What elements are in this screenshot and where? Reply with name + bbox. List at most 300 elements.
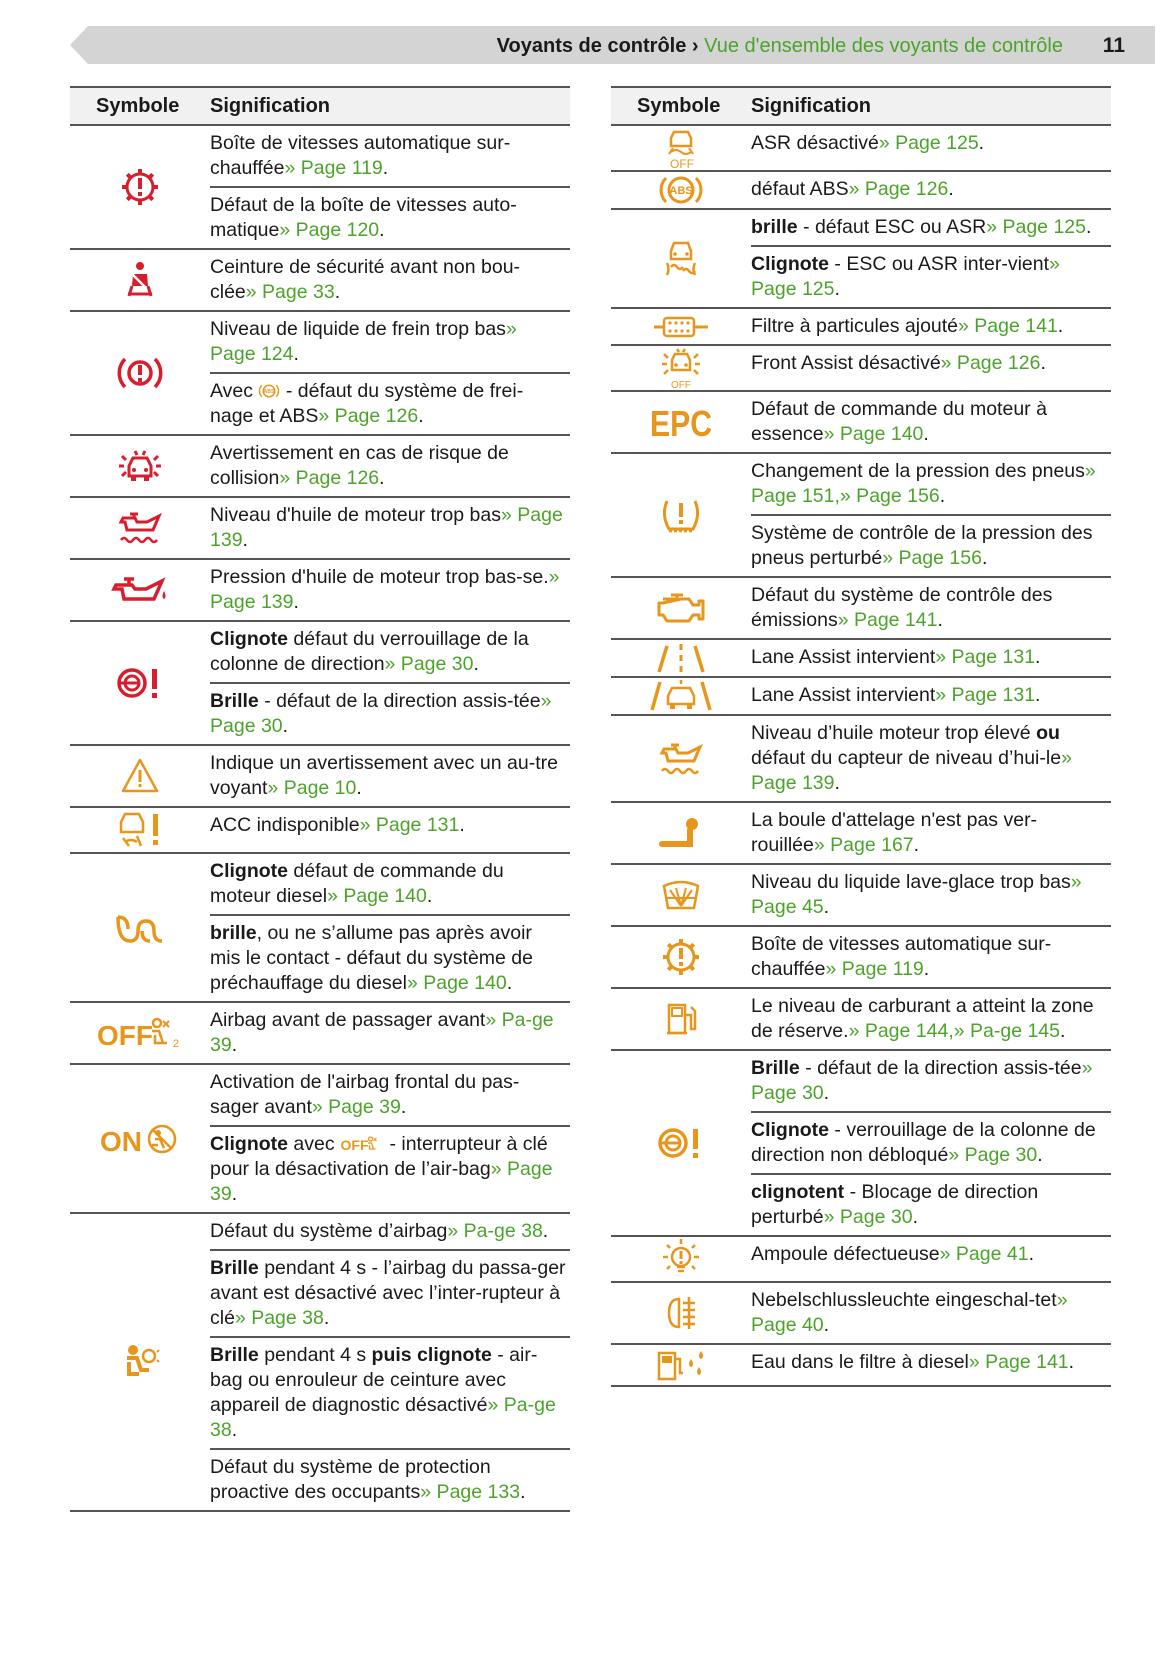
page-link[interactable]: » Pa-ge 39 xyxy=(210,1009,554,1056)
tire-pressure-icon xyxy=(611,454,751,576)
meaning-text xyxy=(210,808,570,843)
page-link[interactable]: » Page 126 xyxy=(318,405,419,427)
table-row xyxy=(611,803,1111,865)
text: Le niveau de carburant a atteint la zone de réserve. xyxy=(751,995,1094,1042)
table-row xyxy=(611,346,1111,392)
front-assist-off-icon xyxy=(611,346,751,390)
meaning-column-header: Signification xyxy=(210,94,330,117)
meaning-text xyxy=(210,1214,570,1249)
engine-icon xyxy=(611,578,751,638)
meaning-cell xyxy=(751,1283,1111,1343)
page-link[interactable]: » Page 133 xyxy=(420,1481,521,1503)
table-row xyxy=(70,622,570,746)
page-link[interactable]: » Page 10 xyxy=(267,777,357,799)
punctuation: . xyxy=(981,547,988,569)
page-link[interactable]: » Page 131 xyxy=(935,646,1036,668)
text: Niveau d'huile de moteur trop bas xyxy=(210,504,501,526)
punctuation: . xyxy=(426,885,433,907)
meaning-text xyxy=(210,682,570,744)
meaning-text xyxy=(751,514,1111,576)
abs-inline-icon xyxy=(258,382,280,400)
punctuation: . xyxy=(231,1034,238,1056)
meaning-text xyxy=(210,854,570,914)
text: Front Assist désactivé xyxy=(751,352,941,374)
text: - défaut de la direction assis-tée xyxy=(799,1057,1082,1079)
table-row xyxy=(611,1237,1111,1283)
punctuation: . xyxy=(379,219,385,241)
punctuation: . xyxy=(231,1419,238,1441)
meaning-text xyxy=(751,1283,1111,1343)
meaning-cell xyxy=(751,716,1111,801)
punctuation: . xyxy=(834,278,840,300)
punctuation: . xyxy=(948,178,954,200)
table-row xyxy=(70,250,570,312)
meaning-text xyxy=(210,126,570,186)
table-row xyxy=(611,309,1111,346)
meaning-cell xyxy=(210,312,570,434)
emphasis: Clignote xyxy=(751,253,829,275)
emphasis: Clignote xyxy=(210,1133,288,1155)
meaning-cell xyxy=(751,392,1111,452)
text: Lane Assist intervient xyxy=(751,646,936,668)
meaning-cell xyxy=(751,640,1111,676)
table-row xyxy=(70,1003,570,1065)
bulb-failure-icon xyxy=(611,1237,751,1281)
particle-filter-icon xyxy=(611,309,751,344)
table-row xyxy=(611,578,1111,640)
meaning-text xyxy=(210,914,570,1001)
page-link[interactable]: » Pa-ge 145 xyxy=(953,1020,1061,1042)
airbag-on-icon xyxy=(70,1065,210,1212)
text: défaut ABS xyxy=(751,178,849,200)
table-row xyxy=(611,640,1111,678)
meaning-text xyxy=(210,250,570,310)
meaning-cell xyxy=(210,808,570,852)
meaning-text xyxy=(210,312,570,372)
text: Ampoule défectueuse xyxy=(751,1243,940,1265)
text: - défaut de la direction assis-tée xyxy=(258,690,541,712)
punctuation: . xyxy=(282,715,289,737)
page-link[interactable]: » Page 119 xyxy=(825,958,924,980)
steering-lock-icon xyxy=(70,622,210,744)
punctuation: . xyxy=(823,1314,830,1336)
emphasis: puis clignote xyxy=(371,1344,492,1366)
acc-unavailable-icon xyxy=(70,808,210,852)
meaning-text xyxy=(210,436,570,496)
punctuation: . xyxy=(1037,1144,1043,1166)
punctuation: . xyxy=(293,343,299,365)
page-link[interactable]: » Page 125 xyxy=(751,253,1060,300)
meaning-text xyxy=(210,746,570,806)
punctuation: . xyxy=(834,772,840,794)
punctuation: . xyxy=(823,896,830,918)
meaning-cell xyxy=(210,1065,570,1212)
meaning-cell xyxy=(210,436,570,496)
epc-icon xyxy=(611,392,751,452)
page-link[interactable]: » Page 120 xyxy=(279,219,380,241)
text: Airbag avant de passager avant xyxy=(210,1009,486,1031)
meaning-text xyxy=(751,210,1111,245)
text: Niveau de liquide de frein trop bas xyxy=(210,318,506,340)
page-link[interactable]: » Page 144, xyxy=(848,1020,954,1042)
glow-plug-icon xyxy=(70,854,210,1001)
table-row xyxy=(611,172,1111,210)
page-link[interactable]: » Page 151, xyxy=(751,460,1096,507)
header-breadcrumb xyxy=(497,35,1063,58)
page-link[interactable]: » Page 140 xyxy=(823,423,924,445)
page-link[interactable]: » Page 167 xyxy=(813,834,914,856)
meaning-cell xyxy=(751,578,1111,638)
meaning-cell xyxy=(751,927,1111,987)
meaning-text xyxy=(210,1003,570,1063)
meaning-cell xyxy=(210,1214,570,1510)
page-link[interactable]: » Page 156 xyxy=(882,547,982,569)
meaning-text xyxy=(210,622,570,682)
text: pendant 4 s - l’airbag du passa-ger avant est désactivé avec l’inter-rupteur à clé xyxy=(210,1257,566,1329)
emphasis: brille xyxy=(210,922,257,944)
punctuation: . xyxy=(506,972,513,994)
meaning-cell xyxy=(751,803,1111,863)
punctuation: . xyxy=(1085,216,1092,238)
table-row xyxy=(611,210,1111,309)
meaning-text xyxy=(751,309,1111,344)
page-link[interactable]: » Page 39 xyxy=(210,1158,553,1205)
punctuation: . xyxy=(912,1206,918,1228)
text: - air-bag ou enrouleur de ceinture avec appareil de diagnostic désactivé xyxy=(210,1344,538,1416)
meaning-text xyxy=(210,372,570,434)
meaning-cell xyxy=(210,854,570,1001)
seatbelt-icon xyxy=(70,250,210,310)
svg-text:OFF: OFF xyxy=(671,380,691,391)
meaning-text xyxy=(210,1249,570,1336)
emphasis: Brille xyxy=(210,1344,259,1366)
meaning-cell xyxy=(210,126,570,248)
table-row xyxy=(70,436,570,498)
svg-text:OFF: OFF xyxy=(340,1137,369,1153)
abs-icon xyxy=(611,172,751,208)
page-link[interactable]: » Pa-ge 38 xyxy=(447,1220,543,1242)
text: Niveau d’huile moteur trop élevé xyxy=(751,722,1037,744)
meaning-text xyxy=(751,716,1111,801)
symbol-column-header: Symbole xyxy=(96,94,180,117)
meaning-text xyxy=(751,172,1111,207)
text: ASR désactivé xyxy=(751,132,879,154)
meaning-cell xyxy=(210,622,570,744)
table-row xyxy=(70,126,570,250)
svg-text:ABS: ABS xyxy=(669,185,693,197)
punctuation: . xyxy=(242,529,248,551)
table-row xyxy=(611,1345,1111,1387)
punctuation: . xyxy=(382,157,389,179)
page-link[interactable]: » Page 125 xyxy=(986,216,1086,238)
text: Niveau du liquide lave-glace trop bas xyxy=(751,871,1071,893)
table-header xyxy=(70,86,570,126)
emphasis: Brille xyxy=(210,1257,259,1279)
meaning-text xyxy=(751,578,1111,638)
emphasis: Brille xyxy=(210,690,259,712)
text: Indique un avertissement avec un au-tre voyant xyxy=(210,752,558,799)
symbol-column-header: Symbole xyxy=(637,94,721,117)
punctuation: . xyxy=(400,1096,407,1118)
meaning-text xyxy=(751,678,1111,713)
punctuation: . xyxy=(323,1307,330,1329)
punctuation: . xyxy=(459,814,465,836)
oil-level-icon xyxy=(70,498,210,558)
table-row xyxy=(70,746,570,808)
collision-warning-icon xyxy=(70,436,210,496)
meaning-cell xyxy=(751,126,1111,170)
emphasis: Clignote xyxy=(210,628,288,650)
tow-hitch-icon xyxy=(611,803,751,863)
table-row xyxy=(70,1214,570,1512)
text: - défaut ESC ou ASR xyxy=(797,216,987,238)
meaning-text xyxy=(751,1237,1111,1272)
airbag-off-icon xyxy=(70,1003,210,1063)
header-separator: › xyxy=(691,35,699,57)
table-row xyxy=(611,1283,1111,1345)
svg-text:EPC: EPC xyxy=(650,403,712,444)
text: avec xyxy=(288,1133,335,1155)
punctuation: . xyxy=(913,834,920,856)
page-link[interactable]: » Page 30 xyxy=(210,690,552,737)
text: défaut de commande du moteur diesel xyxy=(210,860,504,907)
punctuation: . xyxy=(939,485,946,507)
page-link[interactable]: » Page 126 xyxy=(940,352,1041,374)
washer-fluid-icon xyxy=(611,865,751,925)
page-link[interactable]: » Page 119 xyxy=(284,157,383,179)
brake-warning-icon xyxy=(70,312,210,434)
page-link[interactable]: » Page 124 xyxy=(210,318,517,365)
svg-text:ON: ON xyxy=(100,1125,142,1157)
punctuation: . xyxy=(418,405,424,427)
meaning-text xyxy=(210,1065,570,1125)
table-row xyxy=(611,126,1111,172)
punctuation: . xyxy=(356,777,362,799)
punctuation: . xyxy=(823,1082,830,1104)
meaning-cell xyxy=(751,346,1111,390)
airbag-off-inline-icon xyxy=(340,1135,384,1153)
punctuation: . xyxy=(1035,684,1041,706)
page-link[interactable]: » Page 126 xyxy=(848,178,949,200)
meaning-cell xyxy=(751,309,1111,344)
punctuation: . xyxy=(1040,352,1046,374)
punctuation: . xyxy=(1060,1020,1066,1042)
meaning-cell xyxy=(751,678,1111,714)
svg-text:2: 2 xyxy=(173,1038,180,1050)
rear-fog-icon xyxy=(611,1283,751,1343)
meaning-cell xyxy=(210,746,570,806)
page-link[interactable]: » Page 41 xyxy=(939,1243,1029,1265)
page-link[interactable]: » Page 30 xyxy=(384,653,474,675)
page-link[interactable]: » Page 141 xyxy=(968,1351,1069,1373)
punctuation: . xyxy=(923,423,929,445)
left-table xyxy=(70,86,570,1512)
table-row xyxy=(70,560,570,622)
meaning-text xyxy=(751,865,1111,925)
page-link[interactable]: » Page 139 xyxy=(210,504,563,551)
page-link[interactable]: » Page 45 xyxy=(751,871,1082,918)
table-row xyxy=(70,1065,570,1214)
meaning-text xyxy=(210,1125,570,1212)
meaning-text xyxy=(751,126,1111,161)
table-row xyxy=(611,716,1111,803)
meaning-text xyxy=(210,186,570,248)
page-link[interactable]: » Page 125 xyxy=(878,132,979,154)
page-link[interactable]: » Page 40 xyxy=(751,1289,1068,1336)
water-in-diesel-icon xyxy=(611,1345,751,1385)
meaning-text xyxy=(751,927,1111,987)
page-link[interactable]: » Page 30 xyxy=(823,1206,913,1228)
text: - ESC ou ASR inter-vient xyxy=(829,253,1050,275)
svg-text:OFF: OFF xyxy=(670,157,694,171)
page-link[interactable]: » Page 30 xyxy=(948,1144,1038,1166)
text: Défaut du système de contrôle des émissions xyxy=(751,584,1053,631)
text: Défaut du système de protection proactive des occupants xyxy=(210,1456,491,1503)
table-header xyxy=(611,86,1111,126)
table-row xyxy=(70,498,570,560)
page-link[interactable]: » Page 131 xyxy=(359,814,460,836)
text: pendant 4 s xyxy=(258,1344,372,1366)
text: Ceinture de sécurité avant non bou-clée xyxy=(210,256,521,303)
meaning-text xyxy=(751,346,1111,381)
meaning-cell xyxy=(751,1051,1111,1235)
table-row xyxy=(611,392,1111,454)
punctuation: . xyxy=(231,1183,238,1205)
text: Pression d'huile de moteur trop bas-se. xyxy=(210,566,549,588)
meaning-text xyxy=(210,498,570,558)
table-row xyxy=(611,1051,1111,1237)
table-row xyxy=(611,927,1111,989)
page-link[interactable]: » Page 139 xyxy=(210,566,560,613)
table-row xyxy=(70,854,570,1003)
gearbox-warning-icon xyxy=(70,126,210,248)
meaning-text xyxy=(210,1336,570,1448)
punctuation: . xyxy=(520,1481,526,1503)
page-link[interactable]: » Pa-ge 38 xyxy=(210,1394,556,1441)
page-link[interactable]: » Page 39 xyxy=(311,1096,401,1118)
punctuation: . xyxy=(937,609,943,631)
meaning-text xyxy=(751,454,1111,514)
svg-text:OFF: OFF xyxy=(97,1020,153,1051)
table-row xyxy=(611,454,1111,578)
header-title: Voyants de contrôle xyxy=(496,35,687,57)
text: La boule d'attelage n'est pas ver-rouillée xyxy=(751,809,1038,856)
punctuation: . xyxy=(978,132,985,154)
meaning-cell xyxy=(210,1003,570,1063)
text: défaut du verrouillage de la colonne de direction xyxy=(210,628,529,675)
text: Activation de l'airbag frontal du pas-sager avant xyxy=(210,1071,520,1118)
text: Avec xyxy=(210,380,253,402)
emphasis: Clignote xyxy=(751,1119,829,1141)
airbag-system-icon xyxy=(70,1214,210,1510)
meaning-cell xyxy=(751,1237,1111,1281)
page-link[interactable]: » Page 30 xyxy=(751,1057,1093,1104)
asr-off-icon xyxy=(611,126,751,170)
punctuation: . xyxy=(1035,646,1041,668)
text: Filtre à particules ajouté xyxy=(751,315,959,337)
page-number: 11 xyxy=(1102,34,1125,57)
page-link[interactable]: » Page 38 xyxy=(234,1307,324,1329)
general-warning-icon xyxy=(70,746,210,806)
page-link[interactable]: » Page 141 xyxy=(837,609,938,631)
meaning-cell xyxy=(751,1345,1111,1385)
meaning-text xyxy=(751,392,1111,452)
text: Boîte de vitesses automatique sur-chauffée xyxy=(210,132,511,179)
table-row xyxy=(70,808,570,854)
table-row xyxy=(611,989,1111,1051)
header-subtitle[interactable]: Vue d'ensemble des voyants de contrôle xyxy=(704,35,1063,57)
text: , ou ne s’allume pas après avoir mis le contact - défaut du système de préchauffage du diesel xyxy=(210,922,533,994)
text: défaut du capteur de niveau d’hui-le xyxy=(751,747,1062,769)
meaning-text xyxy=(210,1448,570,1510)
emphasis: brille xyxy=(751,216,798,238)
emphasis: clignotent xyxy=(751,1181,845,1203)
punctuation: . xyxy=(923,958,930,980)
steering-lock-orange-icon xyxy=(611,1051,751,1235)
gearbox-overheat-icon xyxy=(611,927,751,987)
oil-level-high-icon xyxy=(611,716,751,801)
lane-assist-icon xyxy=(611,640,751,676)
meaning-text xyxy=(751,245,1111,307)
text: Eau dans le filtre à diesel xyxy=(751,1351,969,1373)
table-row xyxy=(611,678,1111,716)
text: Avertissement en cas de risque de collision xyxy=(210,442,509,489)
punctuation: . xyxy=(1068,1351,1075,1373)
page-link[interactable]: » Page 141 xyxy=(958,315,1058,337)
meaning-text xyxy=(751,1111,1111,1173)
meaning-column-header: Signification xyxy=(751,94,871,117)
page-link[interactable]: » Page 156 xyxy=(839,485,940,507)
meaning-cell xyxy=(210,498,570,558)
fuel-reserve-icon xyxy=(611,989,751,1049)
text: Système de contrôle de la pression des pneus perturbé xyxy=(751,522,1093,569)
text: ACC indisponible xyxy=(210,814,360,836)
meaning-text xyxy=(210,560,570,620)
text: - défaut du système de frei-nage et ABS xyxy=(210,380,524,427)
right-table xyxy=(611,86,1111,1387)
page-link[interactable]: » Page 131 xyxy=(935,684,1036,706)
table-row xyxy=(611,865,1111,927)
meaning-cell xyxy=(210,250,570,310)
page-link[interactable]: » Page 140 xyxy=(406,972,507,994)
meaning-cell xyxy=(751,989,1111,1049)
meaning-text xyxy=(751,989,1111,1049)
esc-icon xyxy=(611,210,751,307)
page-link[interactable]: » Page 33 xyxy=(245,281,335,303)
text: Défaut du système d’airbag xyxy=(210,1220,448,1242)
page-link[interactable]: » Page 140 xyxy=(327,885,427,907)
page-link[interactable]: » Page 126 xyxy=(279,467,380,489)
meaning-cell xyxy=(751,454,1111,576)
punctuation: . xyxy=(379,467,385,489)
meaning-cell xyxy=(751,210,1111,307)
meaning-cell xyxy=(210,560,570,620)
page-link[interactable]: » Page 139 xyxy=(751,747,1072,794)
punctuation: . xyxy=(334,281,341,303)
punctuation: . xyxy=(293,591,299,613)
table-row xyxy=(70,312,570,436)
meaning-cell xyxy=(751,172,1111,208)
meaning-text xyxy=(751,803,1111,863)
text: Défaut de la boîte de vitesses auto-matique xyxy=(210,194,517,241)
oil-pressure-icon xyxy=(70,560,210,620)
meaning-text xyxy=(751,640,1111,675)
page-header xyxy=(70,26,1155,64)
meaning-text xyxy=(751,1051,1111,1111)
text: Défaut de commande du moteur à essence xyxy=(751,398,1047,445)
punctuation: . xyxy=(542,1220,549,1242)
punctuation: . xyxy=(1028,1243,1034,1265)
